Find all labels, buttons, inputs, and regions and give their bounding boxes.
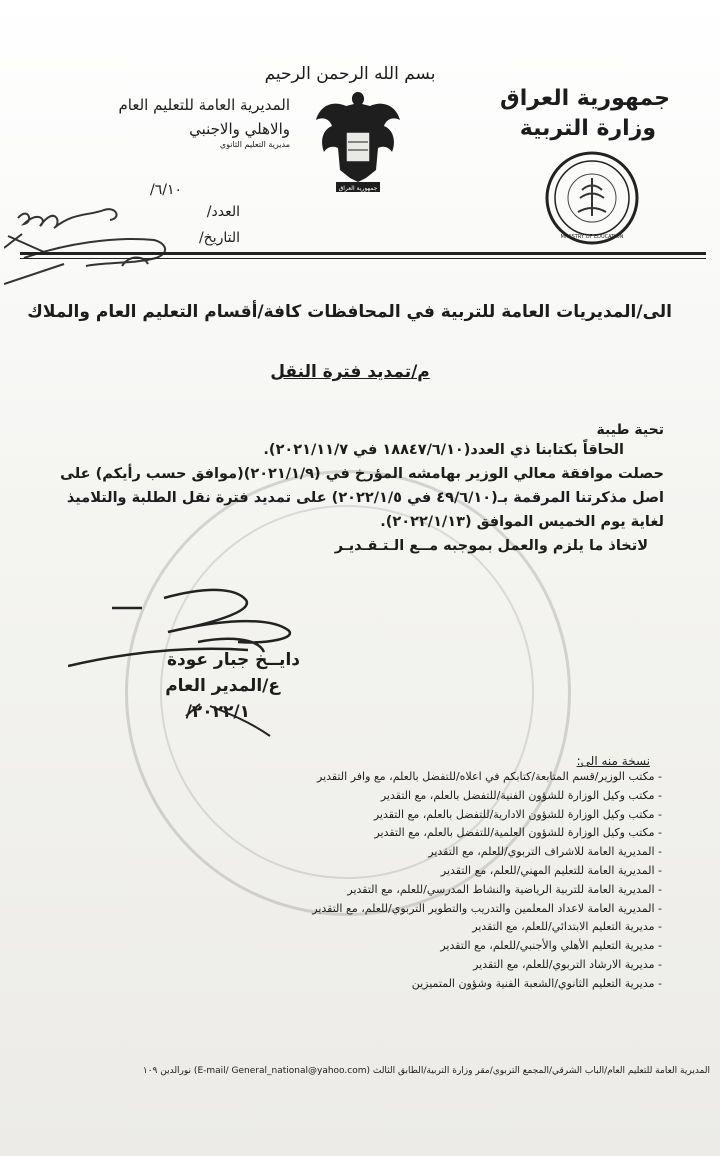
ministry-name: وزارة التربية bbox=[519, 116, 656, 141]
cc-item: - مكتب الوزير/قسم المتابعة/كتابكم في اعلاه/للتفضل بالعلم، مع وافر التقدير bbox=[317, 770, 662, 783]
letter-address: الى/المديريات العامة للتربية في المحافظات كافة/أقسام التعليم العام والملاك bbox=[27, 302, 672, 322]
signatory-name: دايــخ جبار عودة bbox=[166, 650, 300, 670]
header-divider bbox=[20, 252, 706, 255]
greeting: تحية طيبة bbox=[596, 422, 664, 438]
letter-subject bbox=[200, 362, 500, 382]
body-line-5: لاتخاذ ما يلزم والعمل بموجبه مــع الـتـقـديـر bbox=[334, 538, 648, 554]
basmala: بسم الله الرحمن الرحيم bbox=[264, 64, 436, 84]
cc-item: - المديرية العامة للاشراف التربوي/للعلم، مع التقدير bbox=[428, 845, 662, 859]
number-label: العدد/ bbox=[206, 204, 240, 220]
cc-item: - مديرية التعليم الأهلي والأجنبي/للعلم، مع التقدير bbox=[440, 939, 662, 953]
cc-list bbox=[142, 768, 662, 994]
republic-eagle-emblem bbox=[310, 86, 406, 198]
emblem-caption: جمهورية العراق bbox=[338, 185, 378, 192]
cc-item: - مكتب وكيل الوزارة للشؤون العلمية/للتفضل بالعلم، مع التقدير bbox=[374, 826, 662, 840]
seal-caption: MINISTRY OF EDUCATION bbox=[560, 234, 624, 240]
cc-item: - مكتب وكيل الوزارة للشؤون الفنية/للتفضل بالعلم، مع التقدير bbox=[380, 788, 662, 802]
cc-item: - المديرية العامة للتعليم المهني/للعلم، مع التقدير bbox=[440, 863, 662, 877]
number-value: ٦/١٠/ bbox=[150, 182, 182, 198]
cc-item: - مديرية التعليم الثانوي/الشعبة الفنية وشؤون المتميزين bbox=[411, 976, 662, 990]
cc-item: - المديرية العامة للتربية الرياضية والنشاط المدرسي/للعلم، مع التقدير bbox=[347, 882, 662, 896]
body-line-3: اصل مذكرتنا المرقمة بـ(٤٩/٦/١٠ في ٢٠٢٢/١/٥) على تمديد فترة نقل الطلبة والتلاميذ bbox=[66, 490, 664, 506]
directorate-small: مديرية التعليم الثانوي bbox=[219, 140, 290, 149]
cc-item: - مديرية الارشاد التربوي/للعلم، مع التقدير bbox=[473, 957, 662, 971]
handwritten-reference-scribble bbox=[4, 196, 180, 292]
cc-item: - مكتب وكيل الوزارة للشؤون الادارية/للتفضل بالعلم، مع التقدير bbox=[373, 807, 662, 821]
directorate-name: المديرية العامة للتعليم العام bbox=[118, 96, 290, 114]
signatory-title: ع/المدير العام bbox=[165, 676, 280, 696]
cc-title: نسخة منه الى: bbox=[576, 754, 650, 768]
cc-item: - المديرية العامة لاعداد المعلمين والتدريب والتطوير التربوي/للعلم، مع التقدير bbox=[312, 901, 662, 915]
signature-date: ٢٠٢٢/١/ bbox=[185, 702, 250, 722]
footer-address: المديرية العامة للتعليم العام/الباب الشرقي/المجمع التربوي/مقر وزارة التربية/الطابق الثالث (E-mail/ General_national@yahoo.com) نورالدين ١٠٩ bbox=[142, 1066, 710, 1076]
body-line-4: لغاية يوم الخميس الموافق (٢٠٢٢/١/١٣). bbox=[380, 514, 664, 530]
body-line-1: الحاقاً بكتابنا ذي العدد(١٨٨٤٧/٦/١٠ في ٢٠٢١/١١/٧). bbox=[263, 442, 624, 458]
body-line-2: حصلت موافقة معالي الوزير بهامشه المؤرخ في (٢٠٢١/١/٩)(موافق حسب رأيكم) على bbox=[60, 466, 664, 482]
signature-date-scribble bbox=[160, 700, 280, 740]
country-name: جمهورية العراق bbox=[500, 86, 670, 111]
ministry-seal bbox=[544, 150, 640, 246]
date-label: التاريخ/ bbox=[198, 230, 240, 246]
header-divider-thin bbox=[20, 258, 706, 259]
directorate-sub: والاهلي والاجنبي bbox=[189, 120, 290, 138]
letter-subject-text: م/تمديد فترة النقل bbox=[270, 362, 430, 382]
cc-item: - مديرية التعليم الابتدائي/للعلم، مع التقدير bbox=[472, 920, 662, 934]
